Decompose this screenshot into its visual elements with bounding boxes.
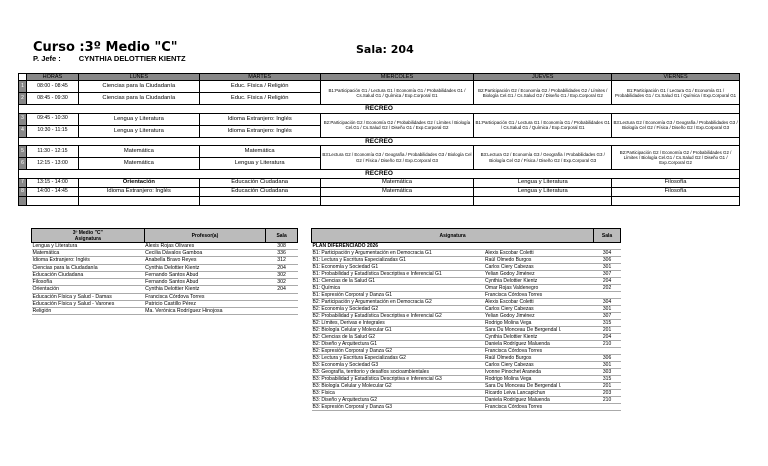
cell-profesor: Francisca Córdova Torres [484, 292, 594, 299]
cell-sala: 312 [266, 257, 298, 264]
cell-asignatura: Ciencias para la Ciudadanía [32, 264, 145, 271]
cell-jueves: Lengua y Literatura [474, 187, 612, 196]
cell-sala: 204 [266, 264, 298, 271]
cell-jueves-block: B3:Lectura G2 / Economía G3 / Geografía / Probabilidades G3 / Biología Cel G2 / Física / Diseño G2 / Exp.Corporal G3 [474, 146, 612, 170]
table-row [312, 390, 621, 397]
period-number: 7 [19, 178, 27, 187]
period-number: 5 [19, 146, 27, 158]
cell-profesor: Cynthia Delottier Kientz [144, 286, 266, 293]
cell-asignatura: Educación Física y Salud - Varones [32, 300, 145, 307]
cell-sala [266, 308, 298, 315]
period-time: 11:30 - 12:15 [26, 146, 78, 158]
cell-jueves-block: B2:Participación G2 / Economía G2 / Probabilidades G2 / Límites / Biología Cel.G1 / Cs.Salud G2 / Diseño G1 / Exp.Corporal G2 [474, 81, 612, 105]
cell-profesor: Anabella Bravo Reyes [144, 257, 266, 264]
plan-title-row [312, 243, 621, 250]
cell-profesor: Yelian Godoy Jiménez [484, 313, 594, 320]
cell-profesor: Rodrigo Molina Vega [484, 320, 594, 327]
cell-asignatura: Lengua y Literatura [32, 243, 145, 250]
cell-profesor: Ivonne Pinochet Araneda [484, 369, 594, 376]
table-row [312, 320, 621, 327]
cell-asignatura: B2: Expresión Corporal y Danza G2 [312, 348, 485, 355]
cell-profesor: Francisca Córdova Torres [484, 348, 594, 355]
header-asignatura [32, 229, 145, 243]
cell-asignatura: B1: Expresión Corporal y Danza G1 [312, 292, 485, 299]
period-number: 6 [19, 158, 27, 170]
table-row [32, 257, 298, 264]
cell-sala: 202 [594, 285, 621, 292]
cell-asignatura: B3: Biología Celular y Molecular G2 [312, 383, 485, 390]
col-viernes: VIERNES [612, 74, 740, 81]
period-time: 13:15 - 14:00 [26, 178, 78, 187]
period-time: 08:00 - 08:45 [26, 81, 78, 93]
cell-miercoles-block: B1:Participación G1 / Lectura G1 / Economía G1 / Probabilidades G1 / Cs.Salud G1 / Química / Exp.Corporal G1 [320, 81, 474, 105]
schedule-table [18, 73, 740, 206]
cell-asignatura: B1: Economía y Sociedad G1 [312, 264, 485, 271]
plan-diferenciado-table [311, 228, 621, 411]
cell-sala [594, 348, 621, 355]
recreo-row [19, 170, 740, 178]
profesores-header-row [32, 229, 298, 243]
table-row [312, 271, 621, 278]
table-row [312, 327, 621, 334]
cell-lunes: Lengua y Literatura [78, 113, 199, 125]
cell-sala: 301 [594, 306, 621, 313]
schedule-row [19, 81, 740, 93]
cell-jueves: Lengua y Literatura [474, 178, 612, 187]
cell-profesor: Sara Du Monceau De Bergendal I. [484, 327, 594, 334]
period-number: 4 [19, 125, 27, 137]
recreo-label: RECREO [19, 170, 740, 178]
cell-viernes-block: B2:Participación G2 / Economía G2 / Probabilidades G2 / Límites / Biología Cel.G1 / Cs.Salud G2 / Diseño G1 / Exp.Corporal G2 [612, 146, 740, 170]
recreo-row [19, 137, 740, 145]
cell-profesor: Alexis Escobar Coletti [484, 299, 594, 306]
cell-asignatura: B2: Economía y Sociedad G2 [312, 306, 485, 313]
cell-sala: 308 [266, 243, 298, 250]
schedule-row [19, 187, 740, 196]
table-row [312, 376, 621, 383]
cell-profesor: Cynthia Delottier Kientz [144, 264, 266, 271]
cell-profesor: Fernando Santos Abud [144, 279, 266, 286]
cell-martes: Lengua y Literatura [199, 158, 320, 170]
empty-cell [199, 196, 320, 205]
cell-asignatura: B2: Probabilidad y Estadística Descriptiva e Inferencial G2 [312, 313, 485, 320]
table-row [312, 397, 621, 404]
cell-sala: 306 [594, 257, 621, 264]
table-row [312, 383, 621, 390]
table-row [32, 271, 298, 278]
cell-asignatura: Educación Física y Salud - Damas [32, 293, 145, 300]
recreo-label: RECREO [19, 105, 740, 113]
cell-miercoles: Matemática [320, 187, 474, 196]
plan-body [312, 243, 621, 411]
cell-sala [266, 300, 298, 307]
cell-sala: 301 [594, 264, 621, 271]
cell-asignatura: B1: Probabilidad y Estadística Descriptiva e Inferencial G1 [312, 271, 485, 278]
cell-asignatura: B3: Física [312, 390, 485, 397]
schedule-row [19, 146, 740, 158]
empty-cell [320, 196, 474, 205]
cell-profesor: Sara Du Monceau De Bergendal I. [484, 383, 594, 390]
header-profesor: Profesor(a) [144, 229, 266, 243]
cell-sala: 204 [594, 278, 621, 285]
table-row [312, 355, 621, 362]
cell-asignatura: B3: Expresión Corporal y Danza G3 [312, 404, 485, 411]
table-row [312, 299, 621, 306]
cell-sala [266, 293, 298, 300]
cell-profesor: Yelian Godoy Jiménez [484, 271, 594, 278]
cell-profesor: Carlos Ciery Cabezas [484, 362, 594, 369]
schedule-row [19, 113, 740, 125]
empty-cell [612, 196, 740, 205]
cell-viernes: Filosofía [612, 187, 740, 196]
table-row [312, 404, 621, 411]
schedule-header-row [19, 74, 740, 81]
header-sala: Sala [594, 229, 621, 243]
cell-miercoles-block: B3:Lectura G2 / Economía G3 / Geografía / Probabilidades G3 / Biología Cel G2 / Física / Diseño G2 / Exp.Corporal G3 [320, 146, 474, 170]
cell-asignatura: B1: Participación y Argumentación en Democracia G1 [312, 250, 485, 257]
period-number: 3 [19, 113, 27, 125]
cell-asignatura: B3: Lectura y Escritura Especializadas G2 [312, 355, 485, 362]
empty-cell [78, 196, 199, 205]
cell-profesor: Carlos Ciery Cabezas [484, 264, 594, 271]
schedule-row [19, 178, 740, 187]
cell-sala: 302 [266, 271, 298, 278]
cell-sala: 203 [594, 390, 621, 397]
cell-profesor: Raúl Olmedo Burgos [484, 257, 594, 264]
cell-profesor: Carlos Ciery Cabezas [484, 306, 594, 313]
profesor-jefe [33, 54, 533, 63]
table-row [312, 362, 621, 369]
cell-lunes: Idioma Extranjero: Inglés [78, 187, 199, 196]
cell-martes: Matemática [199, 146, 320, 158]
cell-sala: 336 [266, 250, 298, 257]
curso-value: 3º Medio "C" [84, 40, 178, 55]
cell-asignatura: Religión [32, 308, 145, 315]
cell-viernes-block: B3:Lectura G2 / Economía G3 / Geografía / Probabilidades G3 / Biología Cel G2 / Física / Diseño G2 / Exp.Corporal G3 [612, 113, 740, 137]
cell-sala: 201 [594, 327, 621, 334]
cell-profesor: Alexis Rojas Olivares [144, 243, 266, 250]
cell-asignatura: B1: Química [312, 285, 485, 292]
cell-profesor: Cynthia Delottier Kientz [484, 278, 594, 285]
cell-asignatura: B1: Lectura y Escritura Especializadas G1 [312, 257, 485, 264]
cell-profesor: Fernando Santos Abud [144, 271, 266, 278]
table-row [32, 279, 298, 286]
cell-lunes: Orientación [78, 178, 199, 187]
cell-profesor: Raúl Olmedo Burgos [484, 355, 594, 362]
table-row [32, 250, 298, 257]
cell-asignatura: Educación Ciudadana [32, 271, 145, 278]
cell-sala: 201 [594, 383, 621, 390]
cell-asignatura: B2: Biología Celular y Molecular G1 [312, 327, 485, 334]
cell-asignatura: B2: Límites, Derivas e Integrales [312, 320, 485, 327]
cell-viernes-block: B1:Participación G1 / Lectura G1 / Economía G1 / Probabilidades G1 / Cs.Salud G1 / Química / Exp.Corporal G1 [612, 81, 740, 105]
sala-heading: Sala: 204 [356, 43, 414, 56]
table-row [312, 348, 621, 355]
plan-title: PLAN DIFERENCIADO 2026 [312, 243, 621, 250]
jefe-name: CYNTHIA DELOTTIER KIENTZ [78, 54, 186, 63]
cell-lunes: Lengua y Literatura [78, 125, 199, 137]
recreo-label: RECREO [19, 137, 740, 145]
cell-sala: 306 [594, 355, 621, 362]
cell-sala: 204 [594, 334, 621, 341]
cell-sala: 304 [594, 299, 621, 306]
cell-asignatura: B1: Ciencias de la Salud G1 [312, 278, 485, 285]
table-row [312, 278, 621, 285]
col-lunes: LUNES [78, 74, 199, 81]
cell-sala: 302 [266, 279, 298, 286]
cell-miercoles-block: B2:Participación G2 / Economía G2 / Probabilidades G2 / Límites / Biología Cel.G1 / Cs.Salud G2 / Diseño G1 / Exp.Corporal G2 [320, 113, 474, 137]
cell-profesor: Alexis Escobar Coletti [484, 250, 594, 257]
recreo-row [19, 105, 740, 113]
cell-asignatura: B3: Economía y Sociedad G3 [312, 362, 485, 369]
cell-sala: 301 [594, 362, 621, 369]
corner-cell [19, 74, 27, 81]
cell-profesor: Patricio Castillo Pérez [144, 300, 266, 307]
cell-sala: 204 [266, 286, 298, 293]
cell-profesor: Daniela Rodríguez Maluenda [484, 341, 594, 348]
cell-martes: Educación Ciudadana [199, 178, 320, 187]
cell-miercoles: Matemática [320, 178, 474, 187]
period-time: 10:30 - 11:15 [26, 125, 78, 137]
plan-header-row [312, 229, 621, 243]
table-row [312, 306, 621, 313]
cell-sala [594, 292, 621, 299]
cell-asignatura: B2: Diseño y Arquitectura G1 [312, 341, 485, 348]
cell-profesor: Rodrigo Molina Vega [484, 376, 594, 383]
profesores-body [32, 243, 298, 315]
curso-label: Curso : [33, 40, 85, 55]
cell-asignatura: B3: Probabilidad y Estadística Descriptiva e Inferencial G3 [312, 376, 485, 383]
table-row [312, 257, 621, 264]
period-number: 8 [19, 187, 27, 196]
cell-sala: 210 [594, 341, 621, 348]
col-miercoles: MIERCOLES [320, 74, 474, 81]
header-asignatura: Asignatura [312, 229, 594, 243]
schedule-empty-row [19, 196, 740, 205]
page-header [33, 40, 533, 63]
cell-profesor: Ma. Verónica Rodríguez Hinojosa [144, 308, 266, 315]
table-row [312, 341, 621, 348]
cell-profesor: Francisca Córdova Torres [144, 293, 266, 300]
cell-martes: Educación Ciudadana [199, 187, 320, 196]
cell-sala: 210 [594, 397, 621, 404]
empty-cell [474, 196, 612, 205]
table-row [312, 313, 621, 320]
table-row [32, 300, 298, 307]
cell-asignatura: Filosofía [32, 279, 145, 286]
table-row [32, 293, 298, 300]
table-row [312, 285, 621, 292]
table-row [32, 264, 298, 271]
cell-lunes: Matemática [78, 158, 199, 170]
table-row [32, 243, 298, 250]
cell-lunes: Ciencias para la Ciudadanía [78, 93, 199, 105]
jefe-label: P. Jefe : [33, 54, 61, 63]
cell-asignatura: Orientación [32, 286, 145, 293]
cell-martes: Idioma Extranjero: Inglés [199, 113, 320, 125]
cell-profesor: Omar Rojas Valdenegro [484, 285, 594, 292]
table-row [312, 250, 621, 257]
cell-profesor: Daniela Rodríguez Maluenda [484, 397, 594, 404]
period-number: 2 [19, 93, 27, 105]
cell-asignatura: B2: Participación y Argumentación en Democracia G2 [312, 299, 485, 306]
col-horas: HORAS [26, 74, 78, 81]
table-row [312, 292, 621, 299]
cell-jueves-block: B1:Participación G1 / Lectura G1 / Economía G1 / Probabilidades G1 / Cs.Salud G1 / Química / Exp.Corporal G1 [474, 113, 612, 137]
cell-viernes: Filosofía [612, 178, 740, 187]
profesores-table [31, 228, 298, 315]
cell-sala [594, 404, 621, 411]
cell-lunes: Ciencias para la Ciudadanía [78, 81, 199, 93]
cell-profesor: Cynthia Delottier Kientz [484, 334, 594, 341]
cell-sala: 307 [594, 313, 621, 320]
col-jueves: JUEVES [474, 74, 612, 81]
table-row [32, 308, 298, 315]
period-time: 14:00 - 14:45 [26, 187, 78, 196]
cell-asignatura: Matemática [32, 250, 145, 257]
cell-sala: 315 [594, 320, 621, 327]
cell-sala: 307 [594, 271, 621, 278]
table-row [312, 369, 621, 376]
cell-asignatura: B3: Diseño y Arquitectura G2 [312, 397, 485, 404]
table-row [312, 264, 621, 271]
table-row [32, 286, 298, 293]
header-asignatura-label: Asignatura [74, 235, 101, 242]
cell-martes: Educ. Física / Religión [199, 93, 320, 105]
curso-heading [33, 40, 533, 55]
period-number: 1 [19, 81, 27, 93]
cell-martes: Educ. Física / Religión [199, 81, 320, 93]
period-time: 08:45 - 09:30 [26, 93, 78, 105]
cell-asignatura: Idioma Extranjero: Inglés [32, 257, 145, 264]
cell-sala: 304 [594, 250, 621, 257]
cell-martes: Idioma Extranjero: Inglés [199, 125, 320, 137]
header-sala: Sala [266, 229, 298, 243]
cell-sala: 303 [594, 369, 621, 376]
period-time: 12:15 - 13:00 [26, 158, 78, 170]
cell-asignatura: B3: Geografía, territorio y desafíos socioambientales [312, 369, 485, 376]
cell-profesor: Cecilia Dávalos Gamboa [144, 250, 266, 257]
cell-lunes: Matemática [78, 146, 199, 158]
header-curso: 3º Medio "C" [72, 229, 103, 236]
cell-profesor: Ricardo Leiva Lancapichun [484, 390, 594, 397]
period-number [19, 196, 27, 205]
col-martes: MARTES [199, 74, 320, 81]
cell-profesor: Francisca Córdova Torres [484, 404, 594, 411]
cell-asignatura: B2: Ciencias de la Salud G2 [312, 334, 485, 341]
cell-sala: 315 [594, 376, 621, 383]
table-row [312, 334, 621, 341]
empty-cell [26, 196, 78, 205]
period-time: 09:45 - 10:30 [26, 113, 78, 125]
